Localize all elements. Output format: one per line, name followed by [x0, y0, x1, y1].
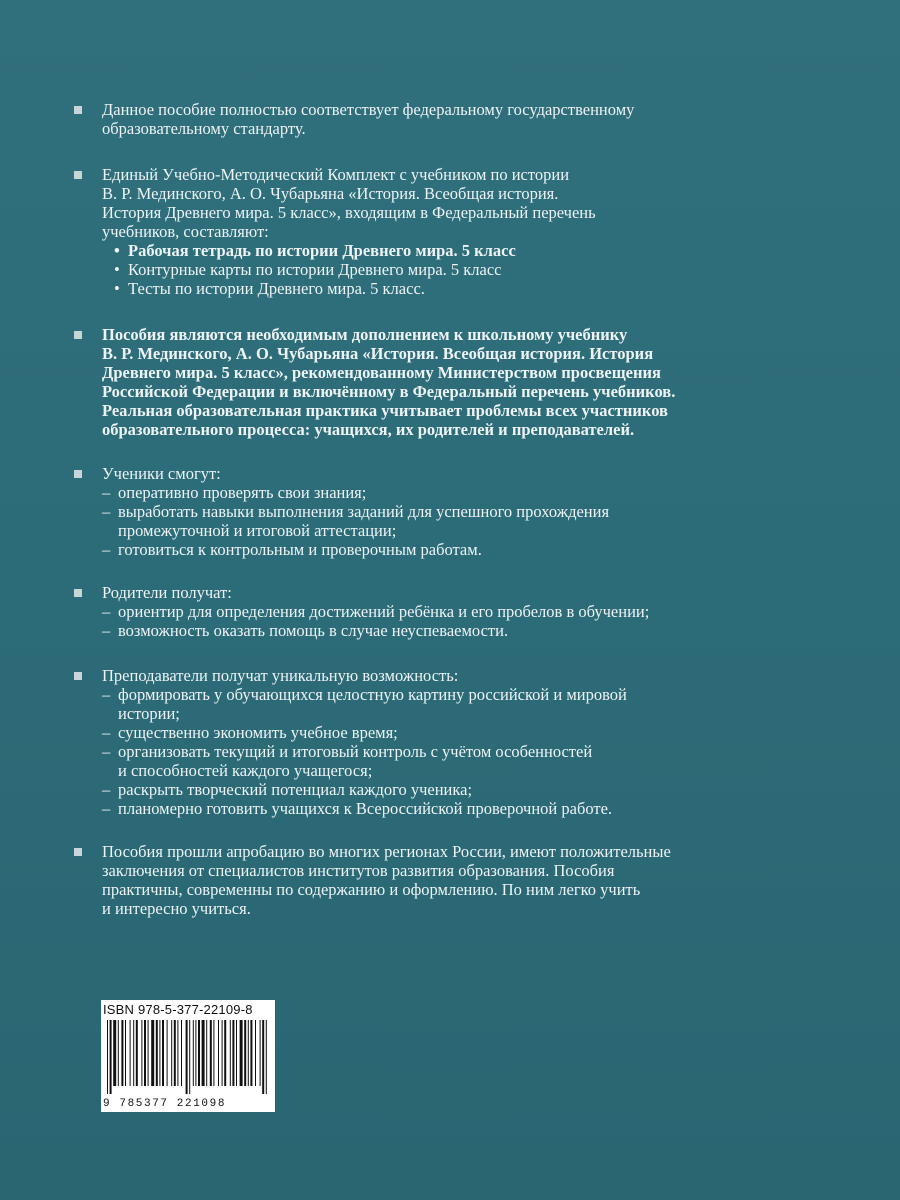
dash-marker: –: [102, 780, 111, 799]
square-bullet-icon: [74, 470, 82, 478]
barcode-bar: [151, 1020, 154, 1086]
text-line: Древнего мира. 5 класс», рекомендованному Министерством просвещения: [102, 363, 661, 382]
square-bullet-icon: [74, 106, 82, 114]
barcode-bar: [195, 1020, 196, 1086]
barcode-bar: [198, 1020, 200, 1086]
text-line: образовательному стандарту.: [102, 119, 306, 138]
barcode-bar: [171, 1020, 172, 1086]
list-item: [74, 742, 814, 780]
barcode-bar: [107, 1020, 108, 1094]
text-line: организовать текущий и итоговый контроль с учётом особенностей: [118, 742, 593, 761]
umk-list: [102, 241, 814, 298]
barcode-bar: [224, 1020, 226, 1086]
barcode-bar: [218, 1020, 219, 1086]
list-item: [74, 621, 814, 640]
barcode-bar: [213, 1020, 214, 1086]
barcode-bars: [107, 1020, 269, 1094]
text-line: формировать у обучающихся целостную картину российской и мировой: [118, 685, 627, 704]
text-line: и интересно учиться.: [102, 899, 251, 918]
barcode-bar: [222, 1020, 223, 1086]
dash-marker: –: [102, 502, 111, 521]
section-heading: Родители получат:: [102, 583, 232, 602]
parents-section: [74, 583, 814, 640]
text-line: выработать навыки выполнения заданий для успешного прохождения: [118, 502, 610, 521]
barcode-bar: [136, 1020, 138, 1086]
teachers-list: [74, 685, 814, 818]
barcode-bar: [177, 1020, 178, 1086]
square-bullet-icon: [74, 848, 82, 856]
list-item: • Тесты по истории Древнего мира. 5 класс.: [114, 279, 814, 298]
barcode-bar: [236, 1020, 237, 1086]
barcode-bar: [202, 1020, 205, 1086]
barcode-bar: [144, 1020, 146, 1086]
list-item: [74, 685, 814, 723]
dash-marker: –: [102, 621, 111, 640]
text-line: готовиться к контрольным и проверочным работам.: [118, 540, 482, 559]
text-line: Данное пособие полностью соответствует федеральному государственному: [102, 100, 635, 119]
section-heading: Преподаватели получат уникальную возможность:: [102, 666, 459, 685]
isbn-barcode: [101, 1000, 275, 1112]
barcode-bar: [255, 1020, 256, 1086]
text-line: Пособия прошли апробацию во многих регионах России, имеют положительные: [102, 842, 671, 861]
barcode-bar: [181, 1020, 182, 1086]
text-line: В. Р. Мединского, А. О. Чубарьяна «История. Всеобщая история. История: [102, 344, 654, 363]
list-item: • Рабочая тетрадь по истории Древнего мира. 5 класс: [114, 241, 814, 260]
barcode-bar: [210, 1020, 212, 1086]
approbation-paragraph: [74, 842, 814, 918]
text-line: заключения от специалистов институтов развития образования. Пособия: [102, 861, 615, 880]
isbn-number: ISBN 978-5-377-22109-8: [103, 1002, 253, 1017]
dash-marker: –: [102, 685, 111, 704]
dash-marker: –: [102, 799, 111, 818]
barcode-bar: [125, 1020, 126, 1086]
barcode-bar: [156, 1020, 158, 1086]
list-item: [74, 602, 814, 621]
barcode-bar: [232, 1020, 234, 1086]
text-line: раскрыть творческий потенциал каждого ученика;: [118, 780, 473, 799]
barcode-bar: [121, 1020, 123, 1086]
text-line: образовательного процесса: учащихся, их родителей и преподавателей.: [102, 420, 635, 439]
barcode-bar: [162, 1020, 164, 1086]
text-line: практичны, современны по содержанию и оформлению. По ним легко учить: [102, 880, 641, 899]
text-line: История Древнего мира. 5 класс», входящим в Федеральный перечень: [102, 203, 596, 222]
barcode-bar: [141, 1020, 142, 1086]
dash-marker: –: [102, 723, 111, 742]
barcode-digits: 9 785377 221098: [103, 1098, 273, 1110]
barcode-bar: [206, 1020, 207, 1086]
square-bullet-icon: [74, 672, 82, 680]
text-line: существенно экономить учебное время;: [118, 723, 398, 742]
barcode-bar: [193, 1020, 194, 1086]
barcode-bar: [244, 1020, 246, 1086]
text-line: промежуточной и итоговой аттестации;: [118, 521, 397, 540]
list-item: [74, 780, 814, 799]
text-line: В. Р. Мединского, А. О. Чубарьяна «История. Всеобщая история.: [102, 184, 559, 203]
list-item: [74, 799, 814, 818]
barcode-bar: [167, 1020, 168, 1086]
text-line: истории;: [118, 704, 180, 723]
list-item: • Контурные карты по истории Древнего мира. 5 класс: [114, 260, 814, 279]
barcode-bar: [159, 1020, 160, 1086]
barcode-bar: [250, 1020, 252, 1086]
teachers-section: [74, 666, 814, 818]
text-line: ориентир для определения достижений ребёнка и его пробелов в обучении;: [118, 602, 650, 621]
square-bullet-icon: [74, 589, 82, 597]
barcode-bar: [240, 1020, 243, 1086]
umk-paragraph: [74, 165, 814, 298]
section-heading: Ученики смогут:: [102, 464, 221, 483]
barcode-bar: [230, 1020, 231, 1086]
barcode-bar: [174, 1020, 176, 1086]
text-line: учебников, составляют:: [102, 222, 269, 241]
annotation-text: [74, 100, 814, 918]
barcode-bar: [148, 1020, 149, 1086]
list-item: [74, 483, 814, 502]
students-section: [74, 464, 814, 559]
list-item: [74, 502, 814, 540]
barcode-bar: [262, 1020, 264, 1094]
parents-list: [74, 602, 814, 640]
text-line: планомерно готовить учащихся к Всероссийской проверочной работе.: [118, 799, 613, 818]
barcode-bar: [260, 1020, 261, 1086]
standard-compliance-paragraph: [74, 100, 814, 138]
list-item: [74, 540, 814, 559]
students-list: [74, 483, 814, 559]
barcode-bar: [133, 1020, 134, 1086]
barcode-bar: [113, 1020, 116, 1086]
text-line: Единый Учебно-Методический Комплект с учебником по истории: [102, 165, 570, 184]
dash-marker: –: [102, 602, 111, 621]
text-line: оперативно проверять свои знания;: [118, 483, 367, 502]
text-line: Реальная образовательная практика учитывает проблемы всех участников: [102, 401, 668, 420]
text-line: Российской Федерации и включённому в Федеральный перечень учебников.: [102, 382, 676, 401]
barcode-bar: [186, 1020, 188, 1094]
dash-marker: –: [102, 742, 111, 761]
dash-marker: –: [102, 540, 111, 559]
square-bullet-icon: [74, 171, 82, 179]
square-bullet-icon: [74, 331, 82, 339]
barcode-bar: [189, 1020, 190, 1094]
list-item: [74, 723, 814, 742]
barcode-bar: [118, 1020, 119, 1086]
dash-marker: –: [102, 483, 111, 502]
text-line: Пособия являются необходимым дополнением к школьному учебнику: [102, 325, 628, 344]
barcode-bar: [110, 1020, 112, 1094]
text-line: возможность оказать помощь в случае неуспеваемости.: [118, 621, 509, 640]
barcode-bar: [248, 1020, 249, 1086]
supplement-paragraph: [74, 325, 814, 439]
barcode-bar: [130, 1020, 131, 1086]
barcode-bar: [266, 1020, 267, 1094]
text-line: и способностей каждого учащегося;: [118, 761, 373, 780]
